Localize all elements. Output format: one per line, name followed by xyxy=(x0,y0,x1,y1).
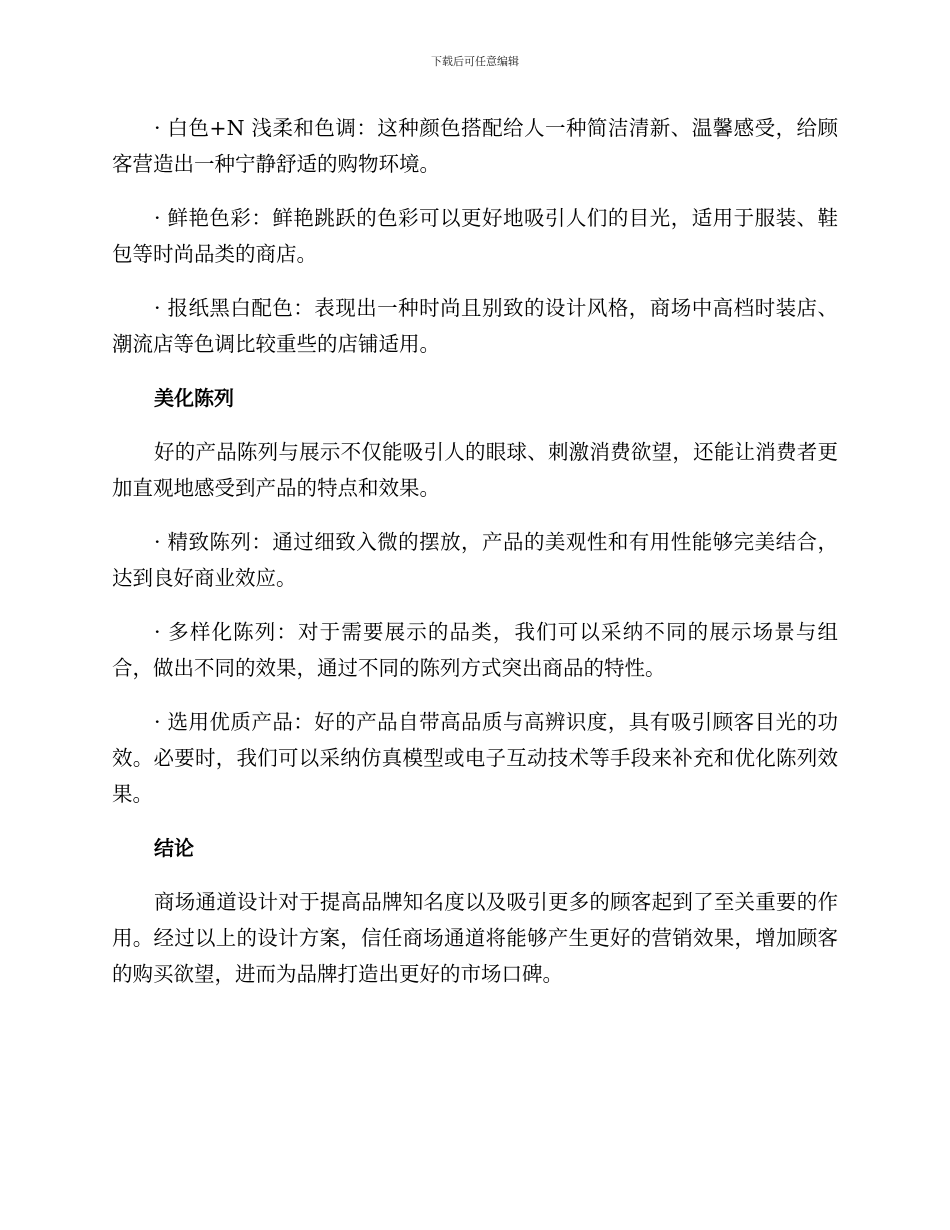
document-body xyxy=(112,110,838,1010)
section-heading-display: 美化陈列 xyxy=(154,386,234,410)
paragraph-display-diverse: · 多样化陈列：对于需要展示的品类，我们可以采纳不同的展示场景与组合，做出不同的效果，通过不同的陈列方式突出商品的特性。 xyxy=(112,620,838,680)
paragraph-display-intro: 好的产品陈列与展示不仅能吸引人的眼球、刺激消费欲望，还能让消费者更加直观地感受到产品的特点和效果。 xyxy=(112,440,838,500)
paragraph-color-white-soft: · 白色+N 浅柔和色调：这种颜色搭配给人一种简洁清新、温馨感受，给顾客营造出一种宁静舒适的购物环境。 xyxy=(112,116,838,176)
paragraph-conclusion: 商场通道设计对于提高品牌知名度以及吸引更多的顾客起到了至关重要的作用。经过以上的设计方案，信任商场通道将能够产生更好的营销效果，增加顾客的购买欲望，进而为品牌打造出更好的市场口碑。 xyxy=(112,890,838,986)
paragraph-color-newspaper-bw: · 报纸黑白配色：表现出一种时尚且别致的设计风格，商场中高档时装店、潮流店等色调比较重些的店铺适用。 xyxy=(112,296,838,356)
paragraph-display-quality: · 选用优质产品：好的产品自带高品质与高辨识度，具有吸引顾客目光的功效。必要时，我们可以采纳仿真模型或电子互动技术等手段来补充和优化陈列效果。 xyxy=(112,710,838,806)
section-heading-conclusion: 结论 xyxy=(154,836,194,860)
page-header: 下载后可任意编辑 xyxy=(431,55,519,68)
paragraph-display-refined: · 精致陈列：通过细致入微的摆放，产品的美观性和有用性能够完美结合，达到良好商业效应。 xyxy=(112,530,838,590)
paragraph-color-vivid: · 鲜艳色彩：鲜艳跳跃的色彩可以更好地吸引人们的目光，适用于服装、鞋包等时尚品类的商店。 xyxy=(112,206,838,266)
